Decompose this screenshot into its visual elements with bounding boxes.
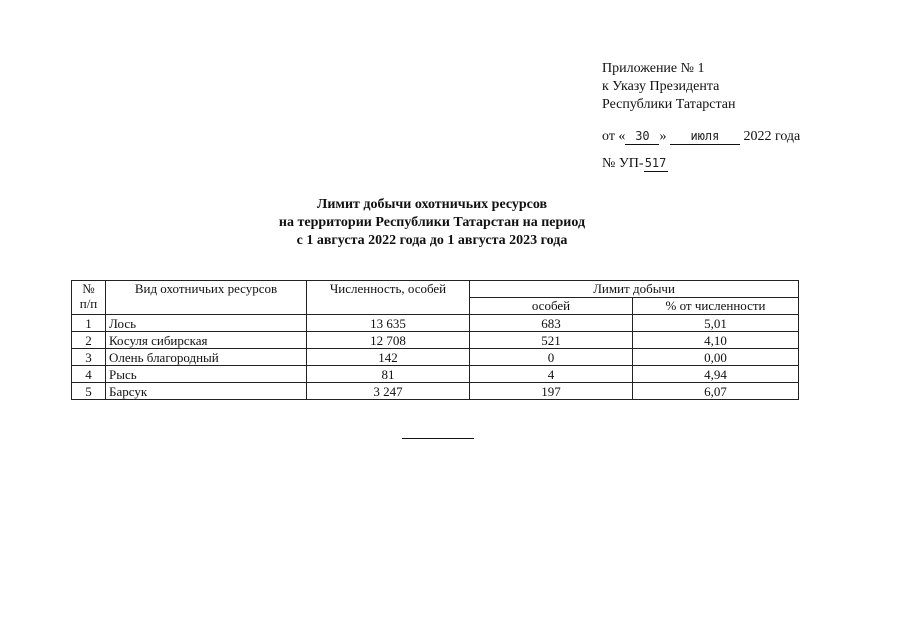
limits-table [71, 280, 799, 400]
end-divider [402, 438, 474, 439]
appendix-block [602, 60, 800, 173]
title-line-3: с 1 августа 2022 года до 1 августа 2023 года [296, 233, 568, 248]
cell-count: 81 [307, 366, 470, 383]
date-month: июля [670, 129, 740, 145]
cell-count: 3 247 [307, 383, 470, 400]
date-day: 30 [625, 129, 659, 145]
date-mid: » [659, 129, 667, 144]
cell-limit-individuals: 4 [470, 366, 633, 383]
header-num [72, 281, 106, 315]
decree-date [602, 128, 800, 146]
number-prefix: № УП- [602, 156, 644, 171]
title-line-1: Лимит добычи охотничьих ресурсов [316, 197, 548, 212]
cell-name: Рысь [106, 366, 307, 383]
cell-num: 2 [72, 332, 106, 349]
cell-limit-percent: 4,10 [633, 332, 799, 349]
cell-name: Барсук [106, 383, 307, 400]
cell-count: 13 635 [307, 315, 470, 332]
appendix-line-3: Республики Татарстан [602, 97, 736, 112]
header-count: Численность, особей [307, 281, 470, 315]
document-title [0, 196, 864, 250]
table-row [72, 383, 799, 400]
cell-limit-percent: 4,94 [633, 366, 799, 383]
header-limit: Лимит добычи [470, 281, 799, 298]
header-limit-percent: % от численности [633, 298, 799, 315]
cell-limit-percent: 0,00 [633, 349, 799, 366]
cell-limit-individuals: 0 [470, 349, 633, 366]
cell-name: Олень благородный [106, 349, 307, 366]
decree-number [602, 155, 800, 173]
cell-limit-percent: 5,01 [633, 315, 799, 332]
cell-limit-individuals: 197 [470, 383, 633, 400]
appendix-line-2: к Указу Президента [602, 79, 720, 94]
cell-name: Лось [106, 315, 307, 332]
header-type: Вид охотничьих ресурсов [106, 281, 307, 315]
table-row [72, 366, 799, 383]
cell-num: 4 [72, 366, 106, 383]
date-prefix: от « [602, 129, 626, 144]
header-limit-individuals: особей [470, 298, 633, 315]
table-row [72, 349, 799, 366]
table-row [72, 315, 799, 332]
title-line-2: на территории Республики Татарстан на период [278, 215, 586, 230]
cell-limit-percent: 6,07 [633, 383, 799, 400]
cell-count: 142 [307, 349, 470, 366]
header-num-line-2: п/п [79, 296, 98, 311]
cell-num: 1 [72, 315, 106, 332]
cell-limit-individuals: 683 [470, 315, 633, 332]
cell-num: 3 [72, 349, 106, 366]
cell-num: 5 [72, 383, 106, 400]
cell-name: Косуля сибирская [106, 332, 307, 349]
date-year: 2022 года [743, 129, 801, 144]
number-value: 517 [644, 156, 667, 170]
cell-count: 12 708 [307, 332, 470, 349]
cell-limit-individuals: 521 [470, 332, 633, 349]
header-num-line-1: № [82, 281, 95, 296]
appendix-line-1: Приложение № 1 [602, 61, 705, 76]
table-row [72, 332, 799, 349]
